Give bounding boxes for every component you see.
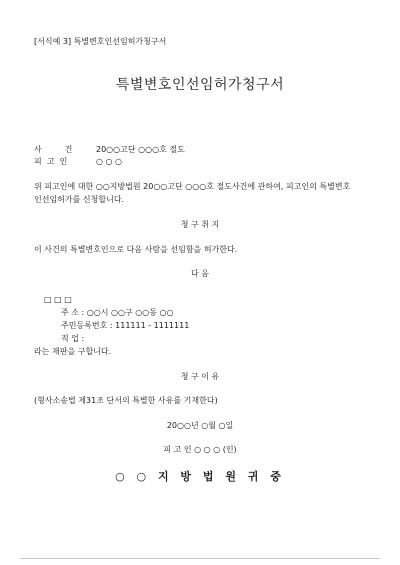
form-number: [서식예 3] 특별변호인선임허가청구서: [34, 37, 167, 46]
purpose-text: 이 사건의 특별변호인으로 다음 사람을 선임함을 허가한다.: [34, 245, 238, 254]
signer: 피 고 인 ○ ○ ○ (인): [163, 445, 237, 454]
defendant-value: ○ ○ ○: [96, 157, 123, 166]
section-reason-heading: 청 구 이 유: [180, 372, 220, 381]
document-title: 특별변호인선임허가청구서: [115, 77, 285, 93]
appointee-address: 주 소 : ○○시 ○○구 ○○동 ○○: [61, 308, 174, 317]
court-addressee: ○ ○ 지 방 법 원 귀 중: [115, 470, 285, 483]
reason-text: (형사소송법 제31조 단서의 특별한 사유를 기재한다): [34, 396, 218, 405]
page-divider: [20, 558, 380, 559]
next-heading: 다 음: [191, 269, 209, 278]
appointee-job: 직 업 :: [61, 334, 85, 343]
ruling-request: 라는 재판을 구합니다.: [34, 347, 112, 356]
section-purpose-heading: 청 구 취 지: [180, 220, 220, 229]
case-label: 사 건: [34, 145, 73, 154]
filing-date: 20○○년 ○월 ○일: [166, 421, 234, 430]
case-value: 20○○고단 ○○○호 절도: [96, 145, 185, 154]
appointee-id-number: 주민등록번호 : 111111 - 1111111: [61, 321, 190, 330]
intro-line-2: 인선임허가를 신청합니다.: [34, 195, 125, 204]
defendant-label: 피 고 인: [34, 157, 68, 166]
intro-line-1: 위 피고인에 대한 ○○지방법원 20○○고단 ○○○호 절도사건에 관하여, 피고인의 특별변호: [34, 182, 351, 191]
appointee-name: □ □ □: [44, 295, 72, 304]
